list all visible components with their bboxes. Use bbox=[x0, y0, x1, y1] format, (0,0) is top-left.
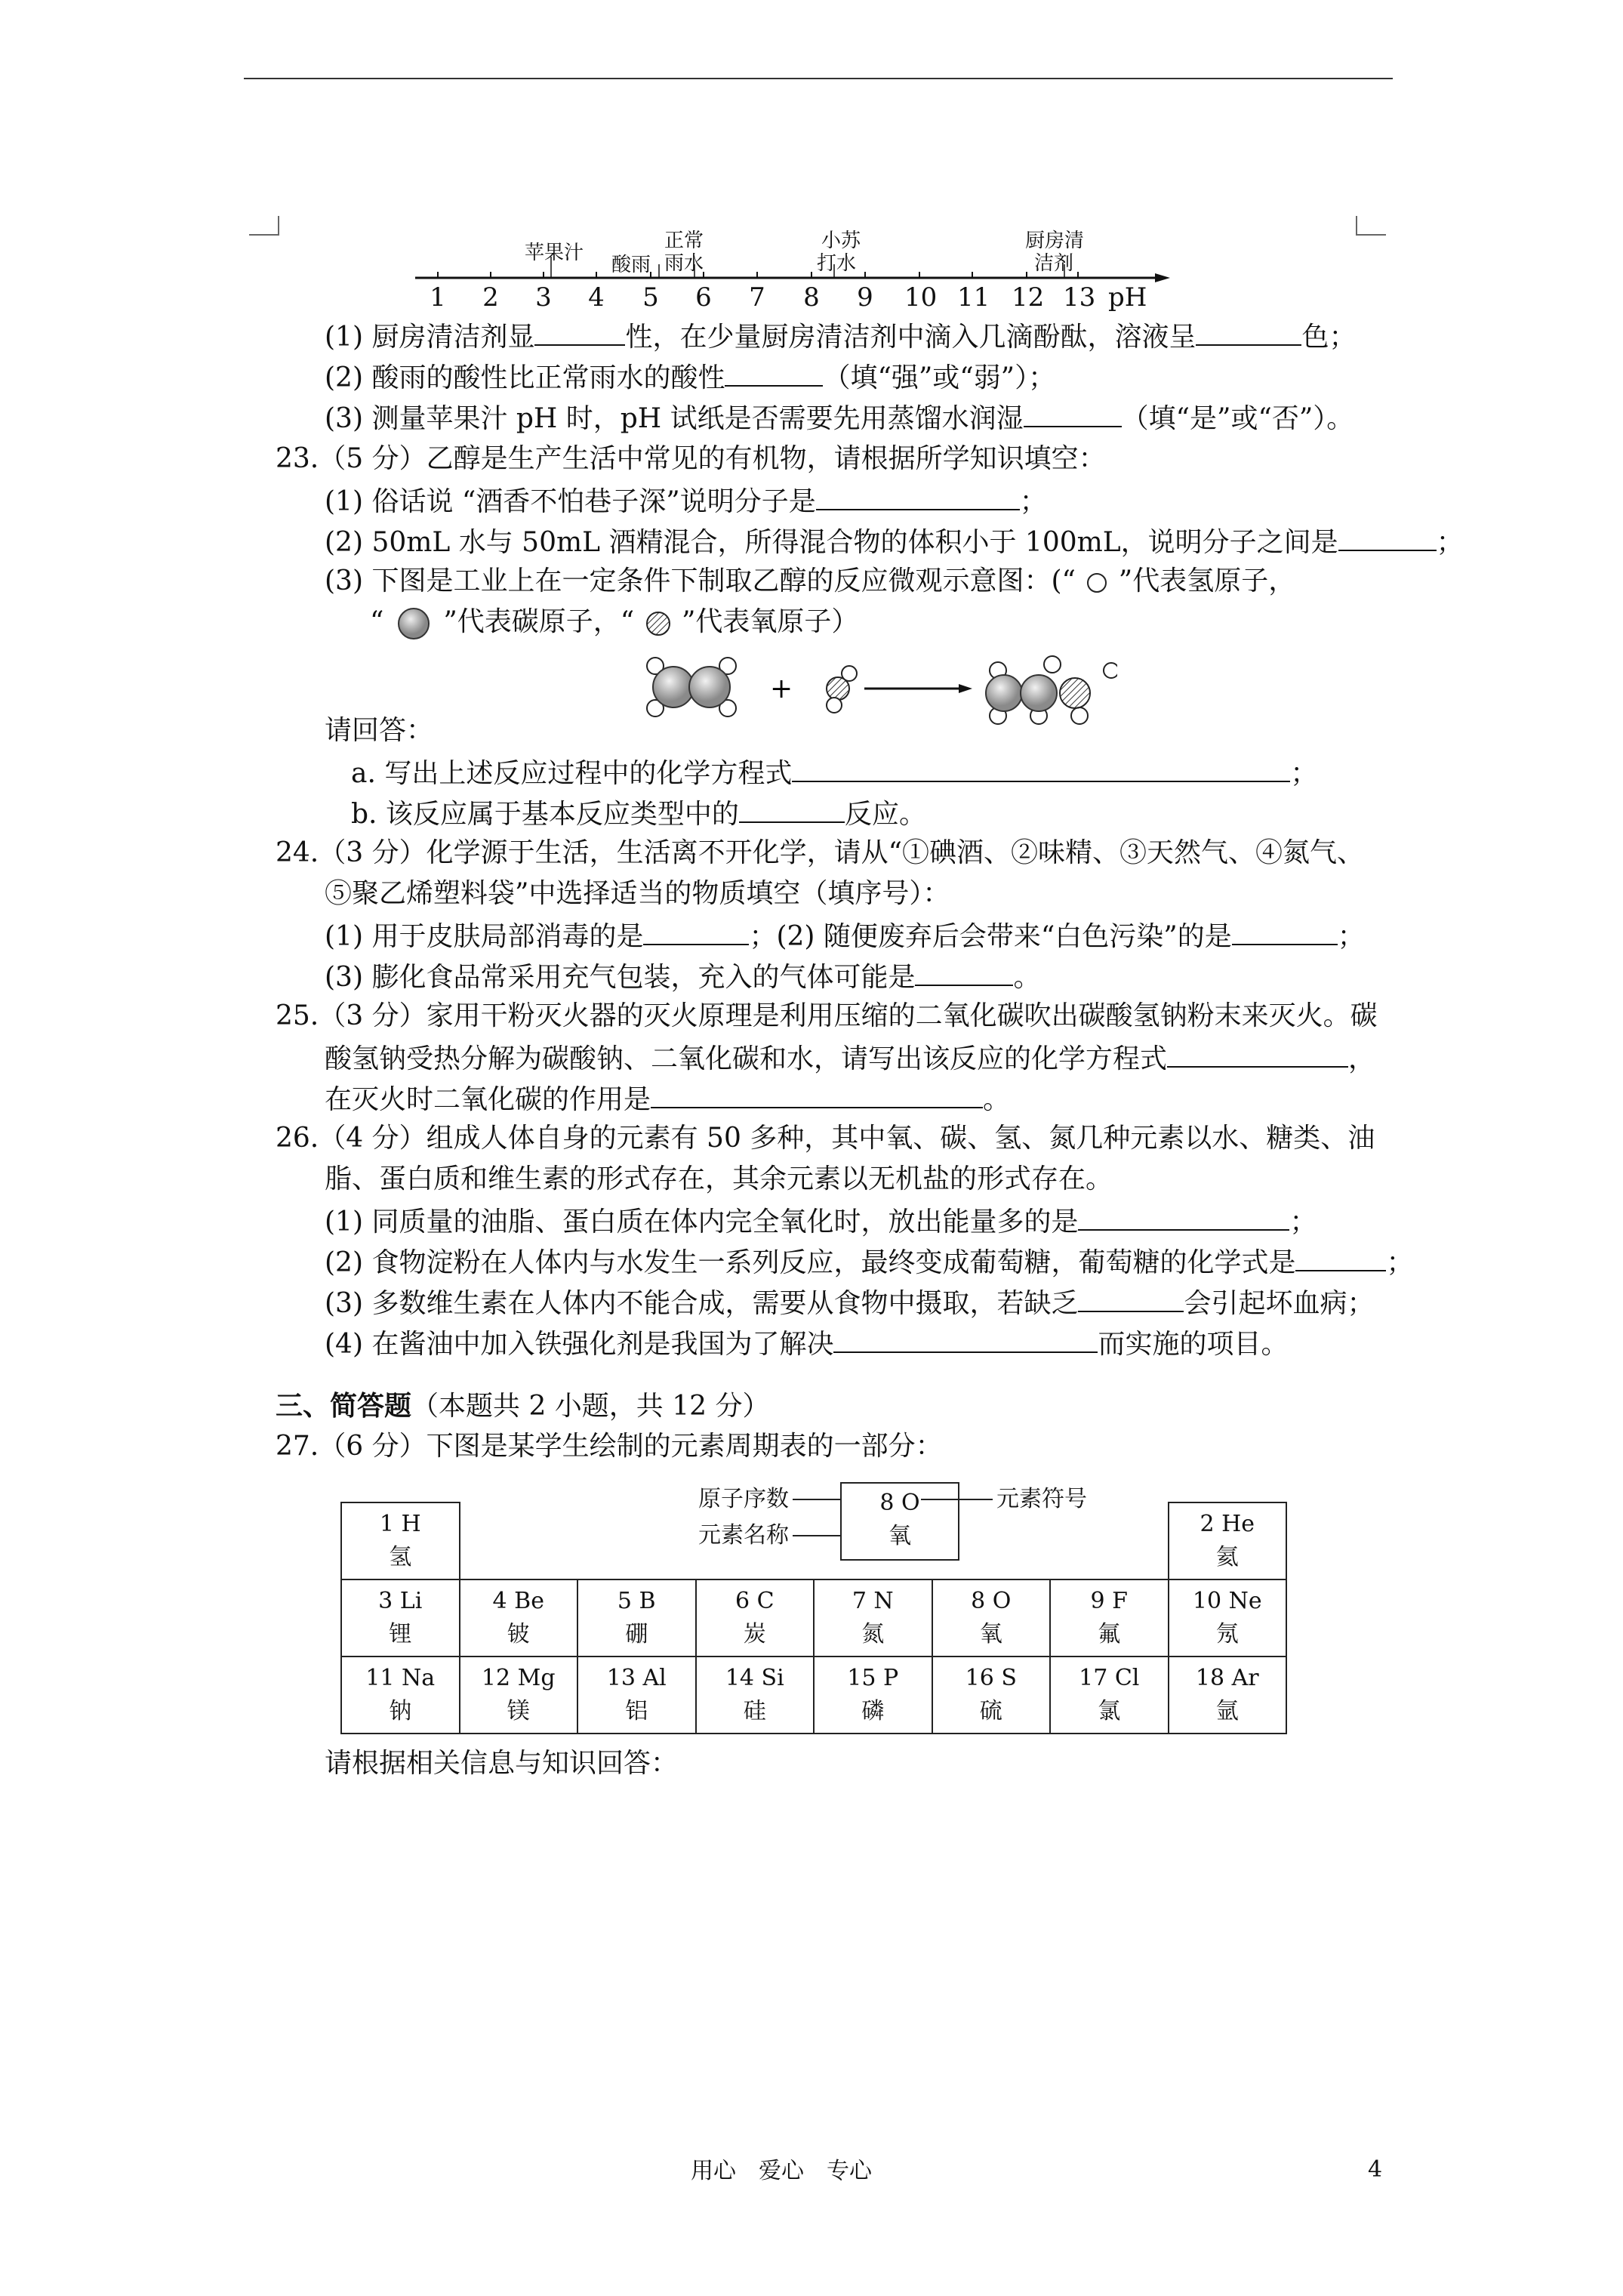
ph-tick-label: 13 bbox=[1063, 282, 1096, 313]
ph-scale-figure bbox=[408, 227, 1178, 317]
key-pointer-lines bbox=[793, 1480, 1004, 1555]
q23-a: a. 写出上述反应过程中的化学方程式 ； bbox=[351, 754, 1317, 792]
answer-blank[interactable] bbox=[833, 1324, 1098, 1353]
ph-tick-label: 3 bbox=[535, 282, 552, 313]
ph-tick-label: 9 bbox=[857, 282, 873, 313]
ph-label-cleaner-1: 厨房清 bbox=[1025, 230, 1085, 252]
element-cell: 11 Na 钠 bbox=[341, 1657, 460, 1734]
element-cell: 6 C 炭 bbox=[696, 1579, 815, 1657]
q23-line2: (2) 50mL 水与 50mL 酒精混合，所得混合物的体积小于 100mL，说明分子之间是 ； bbox=[325, 522, 1464, 561]
q25-line2: 酸氢钠受热分解为碳酸钠、二氧化碳和水，请写出该反应的化学方程式 ， bbox=[325, 1039, 1375, 1077]
q23-heading: 23.（5 分）乙醇是生产生活中常见的有机物，请根据所学知识填空： bbox=[276, 443, 1106, 474]
q26-sub4: (4) 在酱油中加入铁强化剂是我国为了解决 而实施的项目。 bbox=[325, 1324, 1288, 1363]
q25-line3: 在灭火时二氧化碳的作用是 。 bbox=[325, 1080, 1010, 1118]
ethanol-molecule bbox=[986, 656, 1117, 724]
key-cell: 8 O 氧 bbox=[840, 1482, 959, 1561]
q26-line1: 26.（4 分）组成人体自身的元素有 50 多种，其中氧、碳、氢、氮几种元素以水、糖类、油 bbox=[276, 1123, 1375, 1154]
ph-label-normal-1: 正常 bbox=[664, 230, 704, 252]
answer-blank[interactable] bbox=[1078, 1284, 1184, 1312]
reaction-diagram bbox=[634, 642, 1117, 732]
element-cell: 17 Cl 氯 bbox=[1050, 1657, 1169, 1734]
answer-blank[interactable] bbox=[643, 917, 749, 945]
q26-sub2: (2) 食物淀粉在人体内与水发生一系列反应，最终变成葡萄糖，葡萄糖的化学式是 ； bbox=[325, 1243, 1413, 1281]
answer-blank[interactable] bbox=[1024, 399, 1122, 427]
ph-label-normal-2: 雨水 bbox=[664, 252, 704, 275]
ph-label-soda-2: 打水 bbox=[817, 252, 857, 275]
ph-label-apple: 苹果汁 bbox=[525, 242, 584, 264]
element-cell: 10 Ne 氖 bbox=[1169, 1579, 1287, 1657]
key-label-number: 原子序数 bbox=[698, 1486, 789, 1512]
ph-tick-label: 6 bbox=[695, 282, 712, 313]
corner-mark-left bbox=[249, 216, 279, 236]
q25-line1: 25.（3 分）家用干粉灭火器的灭火原理是利用压缩的二氧化碳吹出碳酸氢钠粉末来灭火。碳 bbox=[276, 1000, 1378, 1031]
hydrogen-atom-icon bbox=[1084, 570, 1110, 596]
q24-heading2: ⑤聚乙烯塑料袋”中选择适当的物质填空（填序号）： bbox=[325, 878, 950, 909]
answer-blank[interactable] bbox=[725, 358, 823, 387]
q22-line3: (3) 测量苹果汁 pH 时，pH 试纸是否需要先用蒸馏水润湿 （填“是”或“否”）。 bbox=[325, 399, 1354, 437]
element-cell: 14 Si 硅 bbox=[696, 1657, 815, 1734]
page-number: 4 bbox=[1368, 2156, 1383, 2183]
q26-sub3: (3) 多数维生素在人体内不能合成，需要从食物中摄取，若缺乏 会引起坏血病； bbox=[325, 1284, 1374, 1322]
water-molecule bbox=[827, 666, 857, 713]
answer-blank[interactable] bbox=[1078, 1202, 1289, 1231]
key-label-symbol: 元素符号 bbox=[996, 1486, 1087, 1512]
answer-blank[interactable] bbox=[1338, 522, 1437, 551]
q23-line3: (3) 下图是工业上在一定条件下制取乙醇的反应微观示意图：(“ ”代表氢原子， bbox=[325, 566, 1296, 596]
ph-label-cleaner-2: 洁剂 bbox=[1034, 252, 1074, 275]
ethene-molecule bbox=[647, 658, 736, 717]
element-cell: 13 Al 铝 bbox=[577, 1657, 696, 1734]
carbon-atom-icon bbox=[393, 607, 435, 640]
ph-tick-label: 4 bbox=[588, 282, 605, 313]
answer-blank[interactable] bbox=[1196, 317, 1301, 346]
ph-tick-label: 1 bbox=[430, 282, 446, 313]
answer-blank[interactable] bbox=[534, 317, 625, 346]
q26-sub1: (1) 同质量的油脂、蛋白质在体内完全氧化时，放出能量多的是 ； bbox=[325, 1202, 1317, 1240]
ph-tick-label: 2 bbox=[482, 282, 499, 313]
q27-heading: 27.（6 分）下图是某学生绘制的元素周期表的一部分： bbox=[276, 1431, 943, 1462]
q23-line4: “ ”代表碳原子，“ ”代表氧原子） bbox=[370, 604, 858, 640]
answer-blank[interactable] bbox=[1295, 1243, 1386, 1271]
q24-line1: (1) 用于皮肤局部消毒的是 ；(2) 随便废弃后会带来“白色污染”的是 ； bbox=[325, 917, 1365, 955]
q22-line1: (1) 厨房清洁剂显 性，在少量厨房清洁剂中滴入几滴酚酞，溶液呈 色； bbox=[325, 317, 1356, 356]
answer-blank[interactable] bbox=[915, 957, 1013, 986]
ph-tick-label: 11 bbox=[957, 282, 990, 313]
ph-tick-label: 8 bbox=[803, 282, 820, 313]
element-cell: 18 Ar 氩 bbox=[1169, 1657, 1287, 1734]
ph-label-soda-1: 小苏 bbox=[821, 230, 861, 252]
element-cell: 12 Mg 镁 bbox=[460, 1657, 578, 1734]
q23-line1: (1) 俗话说 “酒香不怕巷子深”说明分子是 ； bbox=[325, 482, 1047, 520]
q23-ask: 请回答： bbox=[325, 715, 434, 746]
answer-blank[interactable] bbox=[651, 1080, 983, 1108]
element-cell: 9 F 氟 bbox=[1050, 1579, 1169, 1657]
answer-blank[interactable] bbox=[1167, 1039, 1348, 1068]
element-cell: 1 H 氢 bbox=[341, 1502, 460, 1579]
header-rule bbox=[244, 78, 1393, 79]
element-cell: 3 Li 锂 bbox=[341, 1579, 460, 1657]
element-cell: 7 N 氮 bbox=[814, 1579, 932, 1657]
ph-tick-label: 7 bbox=[749, 282, 765, 313]
key-label-name: 元素名称 bbox=[698, 1522, 789, 1549]
q22-line2: (2) 酸雨的酸性比正常雨水的酸性 （填“强”或“弱”）； bbox=[325, 358, 1055, 396]
ph-tick-label: 12 bbox=[1012, 282, 1045, 313]
answer-blank[interactable] bbox=[816, 482, 1020, 510]
plus-sign: + bbox=[770, 673, 793, 704]
element-cell: 16 S 硫 bbox=[932, 1657, 1051, 1734]
q24-line2: (3) 膨化食品常采用充气包装，充入的气体可能是 。 bbox=[325, 957, 1040, 996]
answer-blank[interactable] bbox=[792, 754, 1290, 782]
footer-slogan: 用心 爱心 专心 bbox=[691, 2158, 872, 2184]
q23-b: b. 该反应属于基本反应类型中的 反应。 bbox=[351, 794, 926, 833]
element-cell: 8 O 氧 bbox=[932, 1579, 1051, 1657]
ph-label-acid-rain: 酸雨 bbox=[611, 254, 651, 276]
answer-blank[interactable] bbox=[739, 794, 845, 823]
corner-mark-right bbox=[1356, 216, 1386, 236]
element-cell: 5 B 硼 bbox=[577, 1579, 696, 1657]
section-3-heading: 三、简答题（本题共 2 小题，共 12 分） bbox=[276, 1390, 770, 1422]
oxygen-atom-icon bbox=[643, 609, 673, 639]
element-cell: 4 Be 铍 bbox=[460, 1579, 578, 1657]
element-cell: 2 He 氦 bbox=[1169, 1502, 1287, 1579]
answer-blank[interactable] bbox=[1232, 917, 1338, 945]
ph-tick-label: 5 bbox=[642, 282, 659, 313]
ph-tick-label: 10 bbox=[904, 282, 938, 313]
element-cell: 15 P 磷 bbox=[814, 1657, 932, 1734]
ph-tick-label: pH bbox=[1108, 282, 1147, 313]
q27-after: 请根据相关信息与知识回答： bbox=[325, 1748, 679, 1779]
q26-line2: 脂、蛋白质和维生素的形式存在，其余元素以无机盐的形式存在。 bbox=[325, 1163, 1113, 1194]
q24-heading: 24.（3 分）化学源于生活，生活离不开化学，请从“①碘酒、②味精、③天然气、④氮气、 bbox=[276, 837, 1365, 868]
